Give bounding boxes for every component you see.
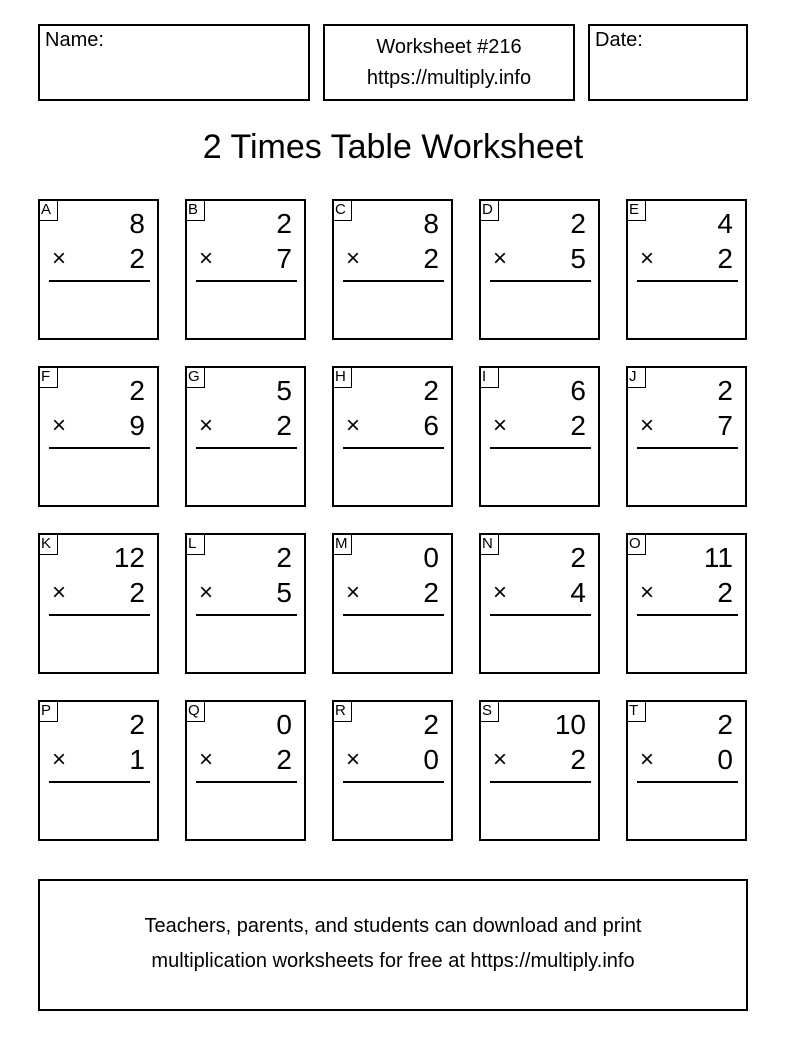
- times-icon: ×: [199, 245, 214, 272]
- problem-letter: L: [185, 533, 205, 555]
- multiplicand: 2: [423, 709, 439, 740]
- problem-card[interactable]: [332, 700, 453, 841]
- multiplier: 7: [276, 243, 292, 274]
- problem-card[interactable]: [626, 700, 747, 841]
- multiplier: 9: [129, 410, 145, 441]
- times-icon: ×: [346, 412, 361, 439]
- multiplicand: 6: [570, 375, 586, 406]
- times-icon: ×: [199, 579, 214, 606]
- answer-line: [196, 447, 297, 449]
- problem-letter: P: [38, 700, 58, 722]
- answer-line: [196, 280, 297, 282]
- problem-letter: H: [332, 366, 352, 388]
- problem-letter: G: [185, 366, 205, 388]
- times-icon: ×: [52, 746, 67, 773]
- problem-card[interactable]: [185, 366, 306, 507]
- answer-line: [196, 614, 297, 616]
- answer-line: [343, 280, 444, 282]
- multiplicand: 2: [276, 208, 292, 239]
- problem-letter: T: [626, 700, 646, 722]
- multiplicand: 0: [276, 709, 292, 740]
- multiplicand: 2: [129, 709, 145, 740]
- answer-line: [637, 280, 738, 282]
- problem-letter: F: [38, 366, 58, 388]
- times-icon: ×: [493, 579, 508, 606]
- multiplier: 2: [570, 744, 586, 775]
- answer-line: [490, 280, 591, 282]
- times-icon: ×: [52, 579, 67, 606]
- answer-line: [490, 447, 591, 449]
- times-icon: ×: [493, 245, 508, 272]
- multiplier: 1: [129, 744, 145, 775]
- answer-line: [490, 781, 591, 783]
- multiplier: 5: [276, 577, 292, 608]
- date-label: Date:: [595, 29, 643, 51]
- multiplier: 2: [717, 577, 733, 608]
- multiplicand: 12: [113, 542, 145, 573]
- problem-card[interactable]: [185, 533, 306, 674]
- problem-card[interactable]: [626, 533, 747, 674]
- problem-letter: O: [626, 533, 646, 555]
- problem-card[interactable]: [479, 199, 600, 340]
- multiplicand: 0: [423, 542, 439, 573]
- multiplicand: 8: [129, 208, 145, 239]
- problem-card[interactable]: [185, 700, 306, 841]
- multiplicand: 2: [717, 375, 733, 406]
- answer-line: [49, 614, 150, 616]
- problem-card[interactable]: [479, 366, 600, 507]
- times-icon: ×: [493, 746, 508, 773]
- times-icon: ×: [640, 579, 655, 606]
- answer-line: [637, 447, 738, 449]
- footer-line-2: multiplication worksheets for free at https://multiply.info: [151, 950, 635, 972]
- problem-letter: J: [626, 366, 646, 388]
- problem-card[interactable]: [185, 199, 306, 340]
- multiplicand: 2: [423, 375, 439, 406]
- times-icon: ×: [199, 412, 214, 439]
- problem-card[interactable]: [332, 199, 453, 340]
- multiplier: 2: [570, 410, 586, 441]
- problem-card[interactable]: [479, 700, 600, 841]
- multiplicand: 8: [423, 208, 439, 239]
- answer-line: [49, 447, 150, 449]
- answer-line: [637, 614, 738, 616]
- footer-box: [38, 879, 748, 1011]
- problem-letter: E: [626, 199, 646, 221]
- worksheet-number: Worksheet #216: [376, 36, 522, 58]
- problem-letter: K: [38, 533, 58, 555]
- problem-letter: S: [479, 700, 499, 722]
- problem-card[interactable]: [38, 533, 159, 674]
- multiplicand: 2: [570, 542, 586, 573]
- multiplicand: 10: [554, 709, 586, 740]
- problem-letter: B: [185, 199, 205, 221]
- multiplicand: 4: [717, 208, 733, 239]
- multiplier: 0: [717, 744, 733, 775]
- problem-letter: I: [479, 366, 499, 388]
- multiplier: 2: [423, 577, 439, 608]
- times-icon: ×: [346, 579, 361, 606]
- multiplier: 2: [717, 243, 733, 274]
- name-label: Name:: [45, 29, 104, 51]
- times-icon: ×: [199, 746, 214, 773]
- problem-card[interactable]: [38, 700, 159, 841]
- multiplier: 2: [129, 577, 145, 608]
- problem-letter: Q: [185, 700, 205, 722]
- problem-letter: A: [38, 199, 58, 221]
- multiplicand: 2: [717, 709, 733, 740]
- page-title: 2 Times Table Worksheet: [202, 128, 584, 166]
- multiplicand: 2: [129, 375, 145, 406]
- multiplicand: 2: [570, 208, 586, 239]
- problem-card[interactable]: [626, 199, 747, 340]
- answer-line: [343, 447, 444, 449]
- answer-line: [490, 614, 591, 616]
- problem-letter: M: [332, 533, 352, 555]
- worksheet-url: https://multiply.info: [366, 67, 532, 89]
- answer-line: [637, 781, 738, 783]
- multiplier: 2: [129, 243, 145, 274]
- problem-letter: D: [479, 199, 499, 221]
- problem-card[interactable]: [479, 533, 600, 674]
- times-icon: ×: [640, 412, 655, 439]
- problem-letter: R: [332, 700, 352, 722]
- multiplicand: 2: [276, 542, 292, 573]
- times-icon: ×: [640, 245, 655, 272]
- multiplier: 2: [423, 243, 439, 274]
- problem-card[interactable]: [332, 533, 453, 674]
- multiplicand: 11: [703, 542, 733, 573]
- answer-line: [343, 781, 444, 783]
- multiplicand: 5: [276, 375, 292, 406]
- times-icon: ×: [52, 245, 67, 272]
- times-icon: ×: [493, 412, 508, 439]
- answer-line: [49, 280, 150, 282]
- times-icon: ×: [640, 746, 655, 773]
- times-icon: ×: [346, 245, 361, 272]
- footer-line-1: Teachers, parents, and students can download and print: [144, 915, 642, 937]
- multiplier: 5: [570, 243, 586, 274]
- answer-line: [343, 614, 444, 616]
- times-icon: ×: [52, 412, 67, 439]
- multiplier: 2: [276, 744, 292, 775]
- multiplier: 4: [570, 577, 586, 608]
- multiplier: 6: [423, 410, 439, 441]
- multiplier: 0: [423, 744, 439, 775]
- problem-letter: N: [479, 533, 499, 555]
- times-icon: ×: [346, 746, 361, 773]
- problem-card[interactable]: [626, 366, 747, 507]
- problem-card[interactable]: [332, 366, 453, 507]
- problem-card[interactable]: [38, 366, 159, 507]
- problem-letter: C: [332, 199, 352, 221]
- multiplier: 2: [276, 410, 292, 441]
- problem-card[interactable]: [38, 199, 159, 340]
- multiplier: 7: [717, 410, 733, 441]
- answer-line: [49, 781, 150, 783]
- answer-line: [196, 781, 297, 783]
